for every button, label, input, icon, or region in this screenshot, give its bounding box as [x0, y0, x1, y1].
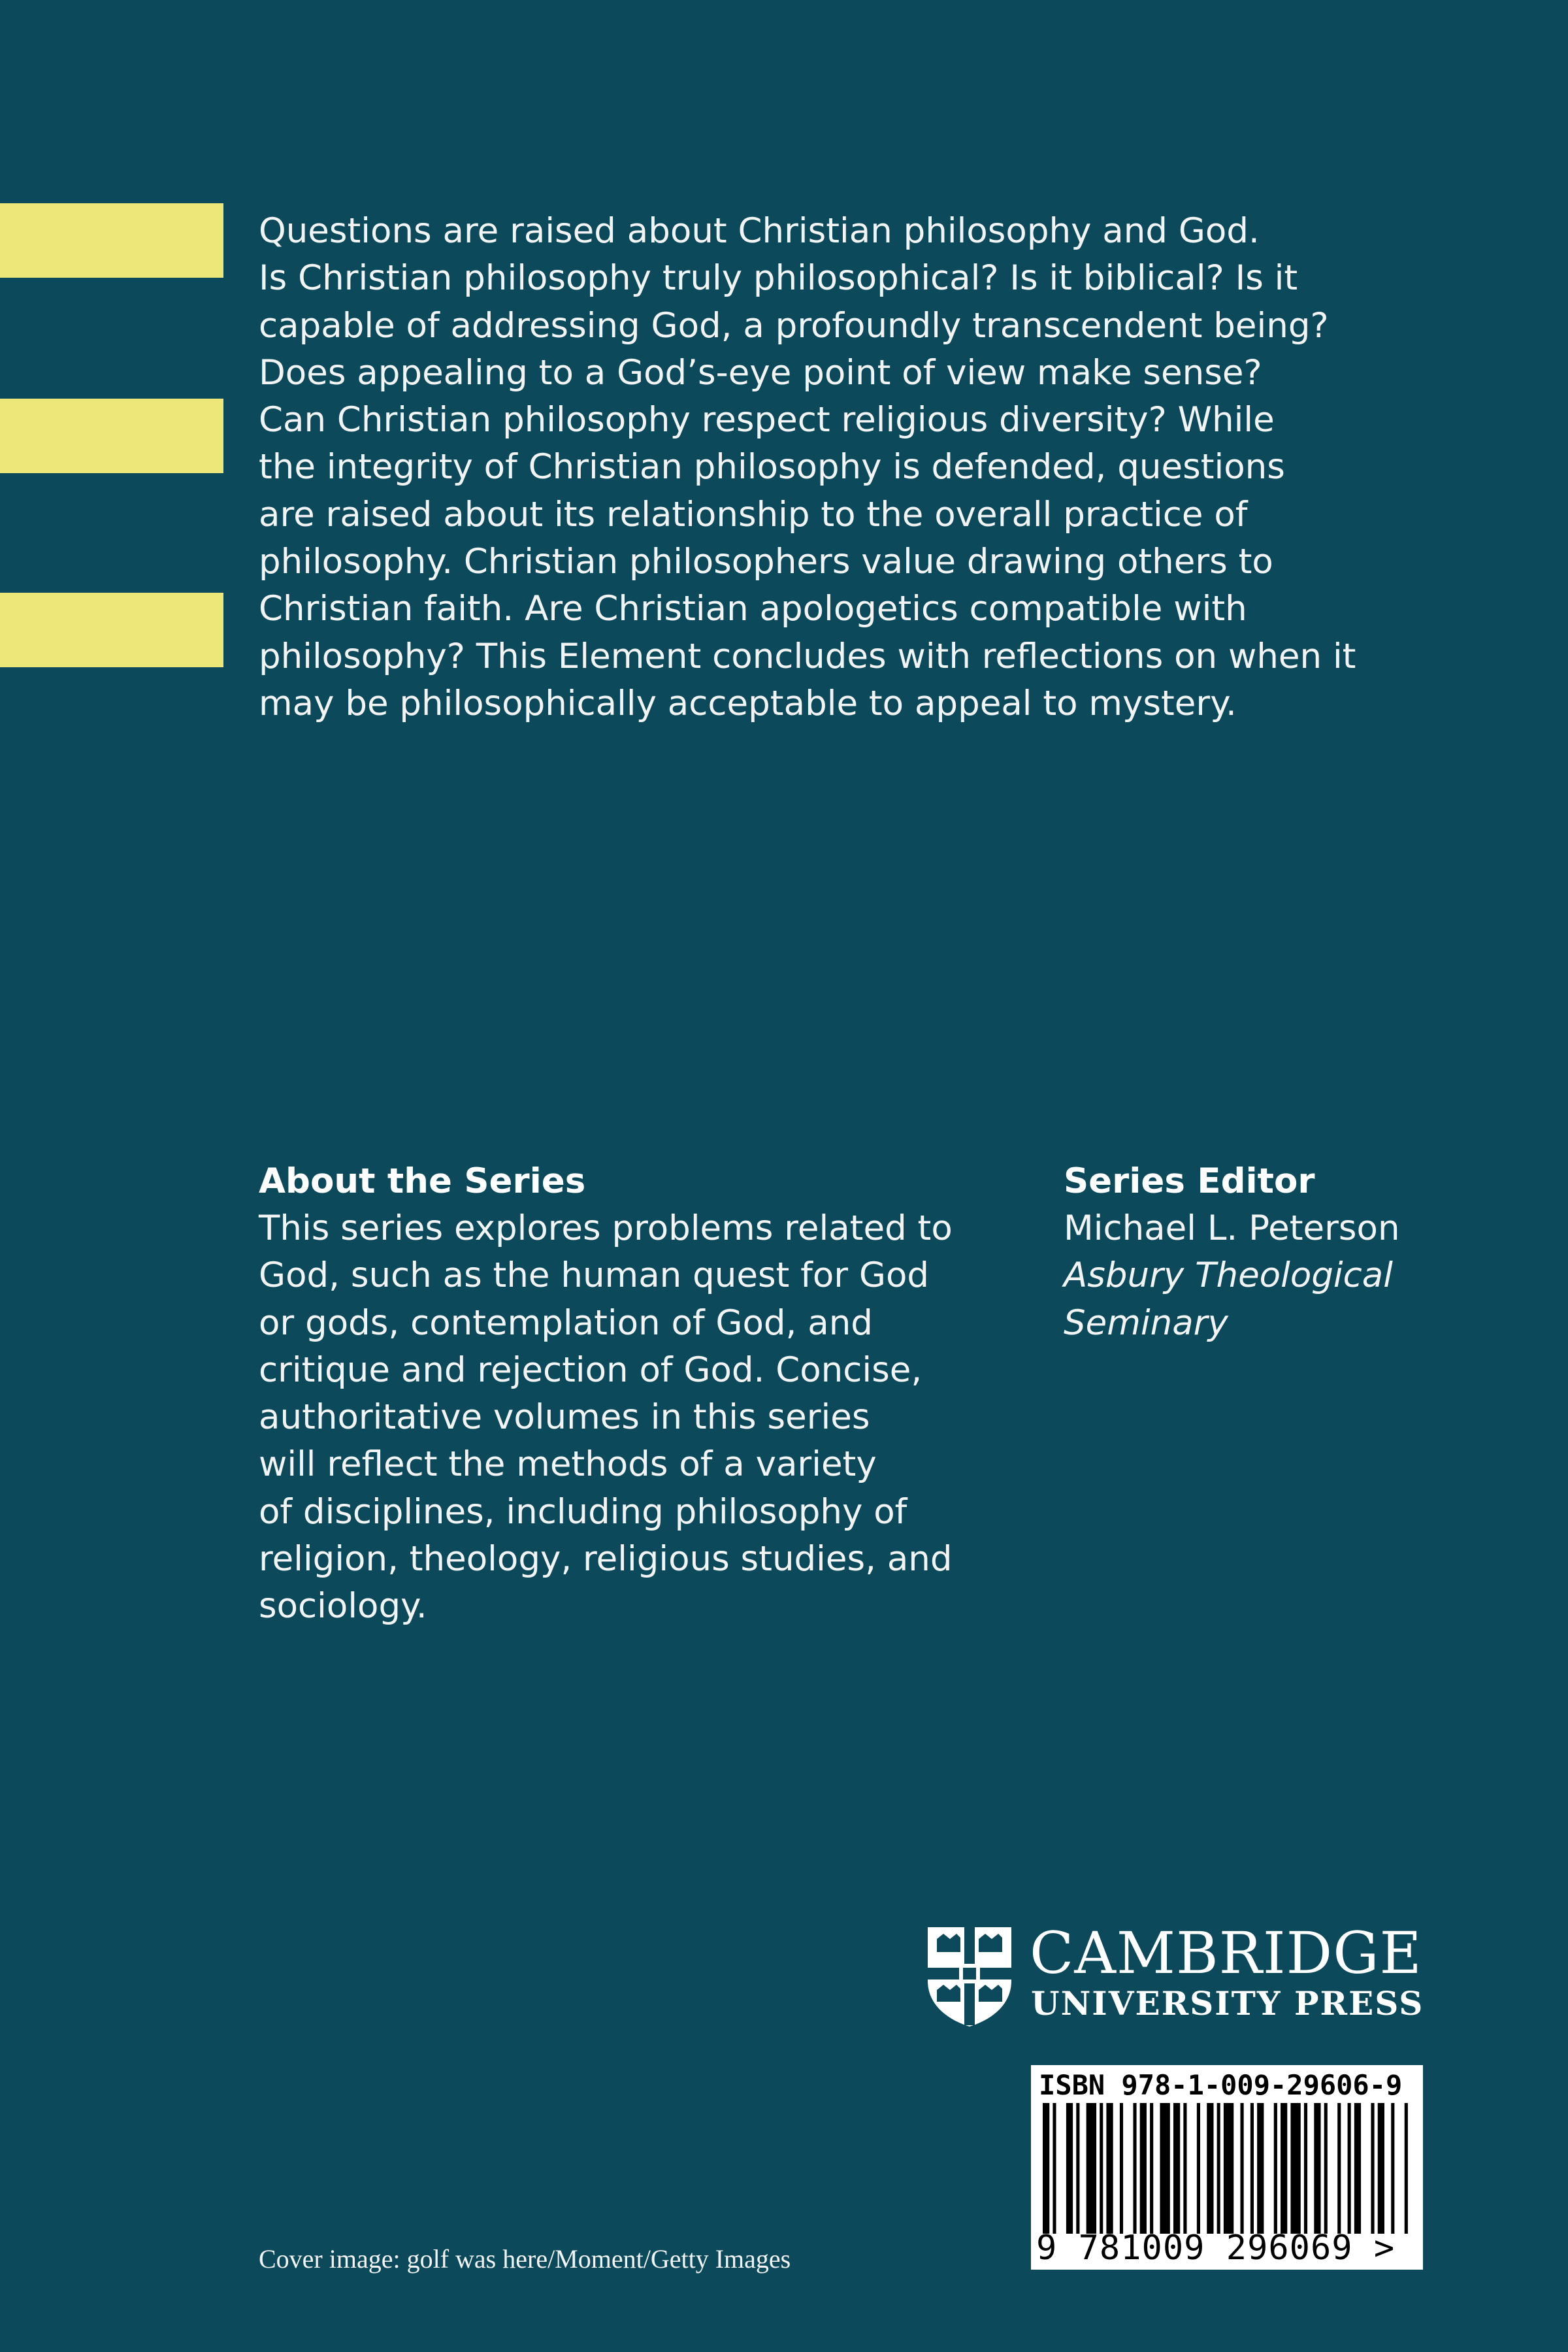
barcode-digits: 9 781009 296069 >	[1036, 2228, 1396, 2268]
series-editor-affiliation: Seminary	[1064, 1302, 1228, 1343]
barcode-bar	[1160, 2103, 1169, 2234]
publisher-subtitle: UNIVERSITY PRESS	[1031, 1984, 1424, 2023]
barcode-bar	[1207, 2103, 1213, 2234]
barcode-bar	[1173, 2103, 1180, 2234]
about-series-section	[259, 1158, 1010, 1631]
barcode-bar	[1337, 2103, 1341, 2234]
blurb-line: may be philosophically acceptable to appeal to mystery.	[259, 683, 1237, 723]
barcode-bar	[1391, 2103, 1394, 2234]
blurb-line: are raised about its relationship to the overall practice of	[259, 494, 1248, 535]
barcode-bar	[1241, 2103, 1244, 2234]
barcode-bar	[1140, 2103, 1147, 2234]
barcode-bar	[1217, 2103, 1220, 2234]
barcode-bar	[1086, 2103, 1096, 2234]
about-series-heading: About the Series	[259, 1161, 586, 1201]
about-series-line: sociology.	[259, 1586, 427, 1627]
barcode-bar	[1100, 2103, 1103, 2234]
about-series-line: or gods, contemplation of God, and	[259, 1302, 873, 1343]
blurb-line: Does appealing to a God’s-eye point of view make sense?	[259, 352, 1262, 393]
blurb-line: Is Christian philosophy truly philosophical? Is it biblical? Is it	[259, 258, 1298, 299]
about-series-line: will reflect the methods of a variety	[259, 1444, 877, 1485]
barcode-bar	[1066, 2103, 1073, 2234]
about-series-line: This series explores problems related to	[259, 1208, 953, 1248]
cover-image-credit: Cover image: golf was here/Moment/Getty Images	[259, 2244, 791, 2274]
barcode-bar	[1197, 2103, 1200, 2234]
about-series-line: of disciplines, including philosophy of	[259, 1491, 907, 1532]
accent-band-bottom	[0, 593, 223, 667]
barcode-bar	[1274, 2103, 1277, 2234]
about-series-line: authoritative volumes in this series	[259, 1397, 870, 1438]
barcode-bar	[1250, 2103, 1254, 2234]
accent-band-middle	[0, 399, 223, 473]
blurb-line: Can Christian philosophy respect religious diversity? While	[259, 400, 1275, 440]
barcode-bar	[1150, 2103, 1153, 2234]
blurb-line: capable of addressing God, a profoundly transcendent being?	[259, 305, 1329, 346]
blurb-line: philosophy? This Element concludes with reflections on when it	[259, 636, 1356, 676]
blurb-line: Christian faith. Are Christian apologetics compatible with	[259, 589, 1247, 629]
barcode-bar	[1348, 2103, 1351, 2234]
series-editor-name: Michael L. Peterson	[1064, 1208, 1400, 1248]
blurb-line: philosophy. Christian philosophers value drawing others to	[259, 542, 1273, 582]
barcode-bar	[1324, 2103, 1328, 2234]
isbn-label: ISBN 978-1-009-29606-9	[1039, 2069, 1403, 2101]
publisher-logo	[925, 1919, 1435, 2029]
cambridge-shield-icon	[925, 1925, 1014, 2028]
barcode-bar	[1076, 2103, 1079, 2234]
series-editor-section	[1064, 1158, 1456, 1347]
barcode-bar	[1281, 2103, 1287, 2234]
blurb-line: the integrity of Christian philosophy is defended, questions	[259, 447, 1285, 488]
barcode-bar	[1405, 2103, 1408, 2234]
about-series-line: God, such as the human quest for God	[259, 1255, 930, 1296]
barcode-bar	[1290, 2103, 1300, 2234]
barcode-bar	[1304, 2103, 1307, 2234]
barcode-bar	[1053, 2103, 1056, 2234]
blurb-line: Questions are raised about Christian philosophy and God.	[259, 211, 1260, 251]
series-editor-affiliation: Asbury Theological	[1064, 1255, 1393, 1296]
barcode-bar	[1314, 2103, 1320, 2234]
series-editor-heading: Series Editor	[1064, 1161, 1315, 1201]
barcode-bar	[1224, 2103, 1233, 2234]
book-blurb	[259, 208, 1441, 727]
about-series-line: religion, theology, religious studies, and	[259, 1539, 953, 1580]
barcode-bar	[1257, 2103, 1264, 2234]
barcode-bar	[1106, 2103, 1113, 2234]
barcode-bar	[1133, 2103, 1136, 2234]
barcode-bar	[1120, 2103, 1123, 2234]
barcode-bar	[1371, 2103, 1374, 2234]
accent-band-top	[0, 203, 223, 278]
barcode-bar	[1378, 2103, 1384, 2234]
isbn-barcode	[1031, 2065, 1423, 2270]
barcode-bar	[1183, 2103, 1186, 2234]
about-series-line: critique and rejection of God. Concise,	[259, 1350, 923, 1390]
barcode-bar	[1354, 2103, 1361, 2234]
barcode-bars	[1043, 2103, 1411, 2234]
barcode-bar	[1043, 2103, 1049, 2234]
publisher-name: CAMBRIDGE	[1030, 1919, 1422, 1987]
